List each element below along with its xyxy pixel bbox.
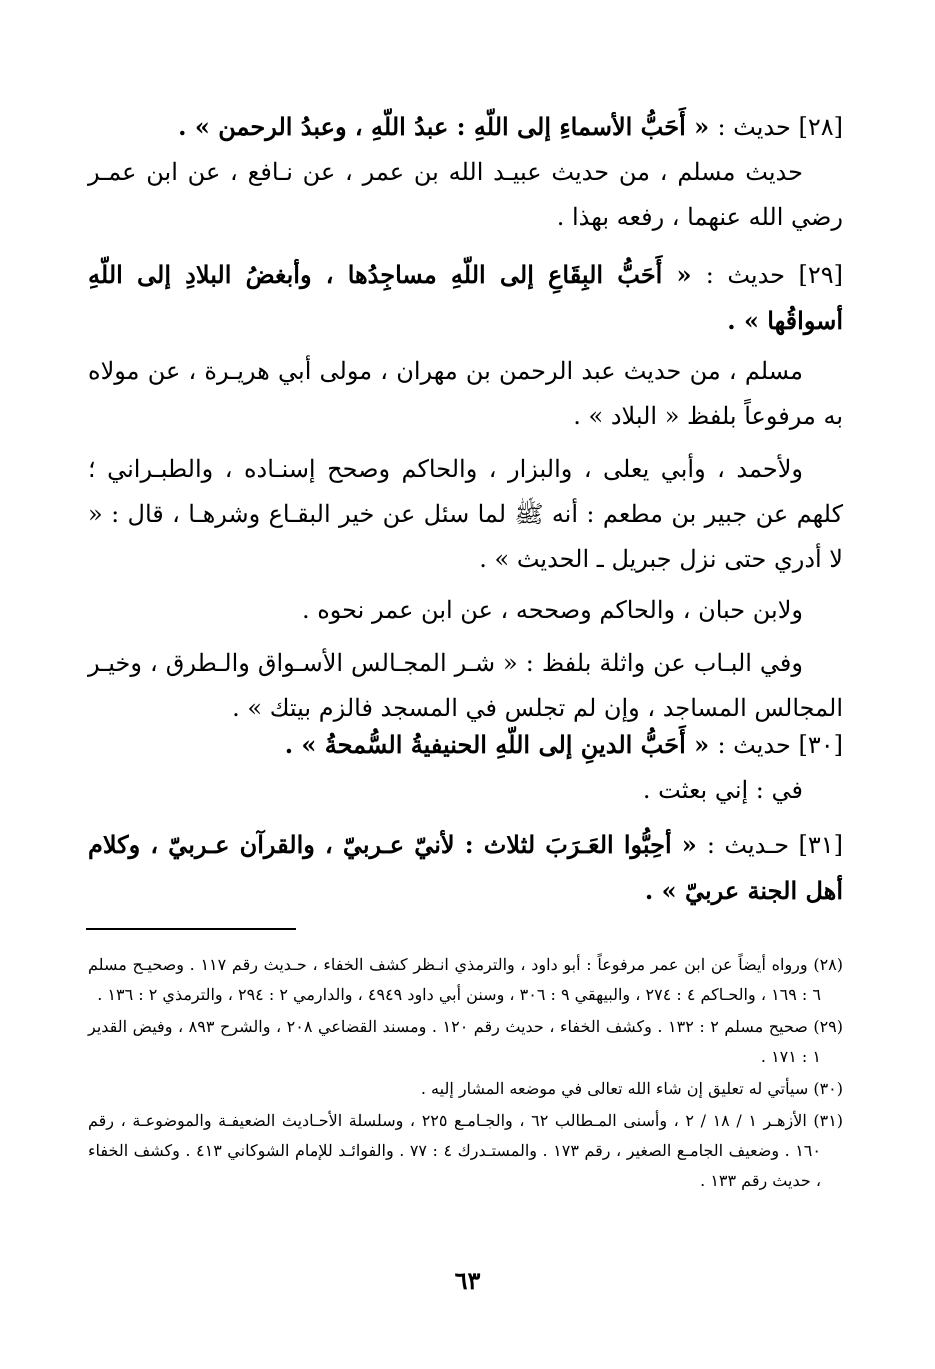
hadith-heading: [88, 252, 843, 343]
entry-30: [88, 722, 843, 813]
entry-28: [88, 104, 843, 240]
page-number: ٦٣: [454, 1266, 481, 1295]
footnote: (٢٨) ورواه أيضاً عن ابن عمر مرفوعاً : أبو داود ، والترمذي انـظر كشف الخفاء ، حـديث رقم ١١٧ . وصحيـح مسلم ٦ : ١٦٩ ، والحـاكم ٤ : ٢٧٤ ، والبيهقي ٩ : ٣٠٦ ، وسنن أبي داود ٤٩٤٩ ، والدارمي ٢ : ٢٩٤ ، والترمذي ٢ : ١٣٦ .: [88, 955, 844, 1004]
hadith-heading: [88, 722, 843, 768]
hadith-lead: [٢٩] حديث :: [705, 261, 844, 289]
commentary-paragraph: في : إني بعثت .: [642, 776, 803, 804]
commentary-paragraph: حديث مسلم ، من حديث عبيـد الله بن عمر ، عن نـافع ، عن ابن عمـر رضي الله عنهما ، رفعه بهذا .: [88, 158, 843, 231]
commentary-paragraph: مسلم ، من حديث عبد الرحمن بن مهران ، مولى أبي هريـرة ، عن مولاه به مرفوعاً بلفظ « البلاد » .: [88, 357, 843, 430]
entry-31: [88, 822, 843, 913]
hadith-text: « أَحَبُّ البِقَاعِ إلى اللّهِ مساجِدُها ، وأبغضُ البلادِ إلى اللّهِ أسواقُها » .: [88, 260, 843, 335]
hadith-lead: [٣٠] حديث :: [717, 731, 843, 759]
hadith-text: « أحِبُّوا العَـرَبَ لثلاث : لأنيّ عـربيّ ، والقرآن عـربيّ ، وكلام أهل الجنة عربيّ » .: [88, 830, 843, 905]
hadith-lead: [٢٨] حديث :: [717, 113, 843, 141]
hadith-text: « أَحَبُّ الدينِ إلى اللّهِ الحنيفيةُ السُّمحةُ » .: [284, 730, 710, 759]
commentary-paragraph: ولابن حبان ، والحاكم وصححه ، عن ابن عمر نحوه .: [301, 596, 803, 624]
footnotes: [88, 950, 843, 1198]
commentary-paragraph: وفي البـاب عن واثلة بلفظ : « شـر المجـالس الأسـواق والـطرق ، وخيـر المجالس المساجد ، وإن لم تجلس في المسجد فالزم بيتك » .: [88, 649, 843, 722]
entry-29: [88, 252, 843, 731]
hadith-heading: [88, 822, 843, 913]
hadith-heading: [88, 104, 843, 150]
hadith-lead: [٣١] حـديث :: [706, 831, 843, 859]
footnote-separator: [86, 928, 296, 930]
footnote: (٣٠) سيأتي له تعليق إن شاء الله تعالى في موضعه المشار إليه .: [420, 1079, 843, 1098]
hadith-text: « أَحَبُّ الأسماءِ إلى اللّهِ : عبدُ اللّهِ ، وعبدُ الرحمن » .: [178, 112, 710, 141]
footnote: (٢٩) صحيح مسلم ٢ : ١٣٢ . وكشف الخفاء ، حديث رقم ١٢٠ . ومسند القضاعي ٢٠٨ ، والشرح ٨٩٣ ، وفيض القدير ١ : ١٧١ .: [88, 1017, 844, 1066]
commentary-paragraph: ولأحمد ، وأبي يعلى ، والبزار ، والحاكم وصحح إسنـاده ، والطبـراني ؛ كلهم عن جبير بن مطعم : أنه ﷺ لما سئل عن خير البقـاع وشرهـا ، قال : « لا أدري حتى نزل جبريل ـ الحديث » .: [88, 455, 843, 573]
footnote: (٣١) الأزهـر ١ / ١٨ / ٢ ، وأسنى المـطالب ٦٢ ، والجـامـع ٢٢٥ ، وسلسلة الأحـاديث الضعيفـة والموضوعـة ، رقم ١٦٠ . وضعيف الجامـع الصغير ، رقم ١٧٣ . والمستـدرك ٤ : ٧٧ . والفوائـد للإمام الشوكاني ٤١٣ . وكشف الخفاء ، حديث رقم ١٣٣ .: [88, 1111, 844, 1190]
